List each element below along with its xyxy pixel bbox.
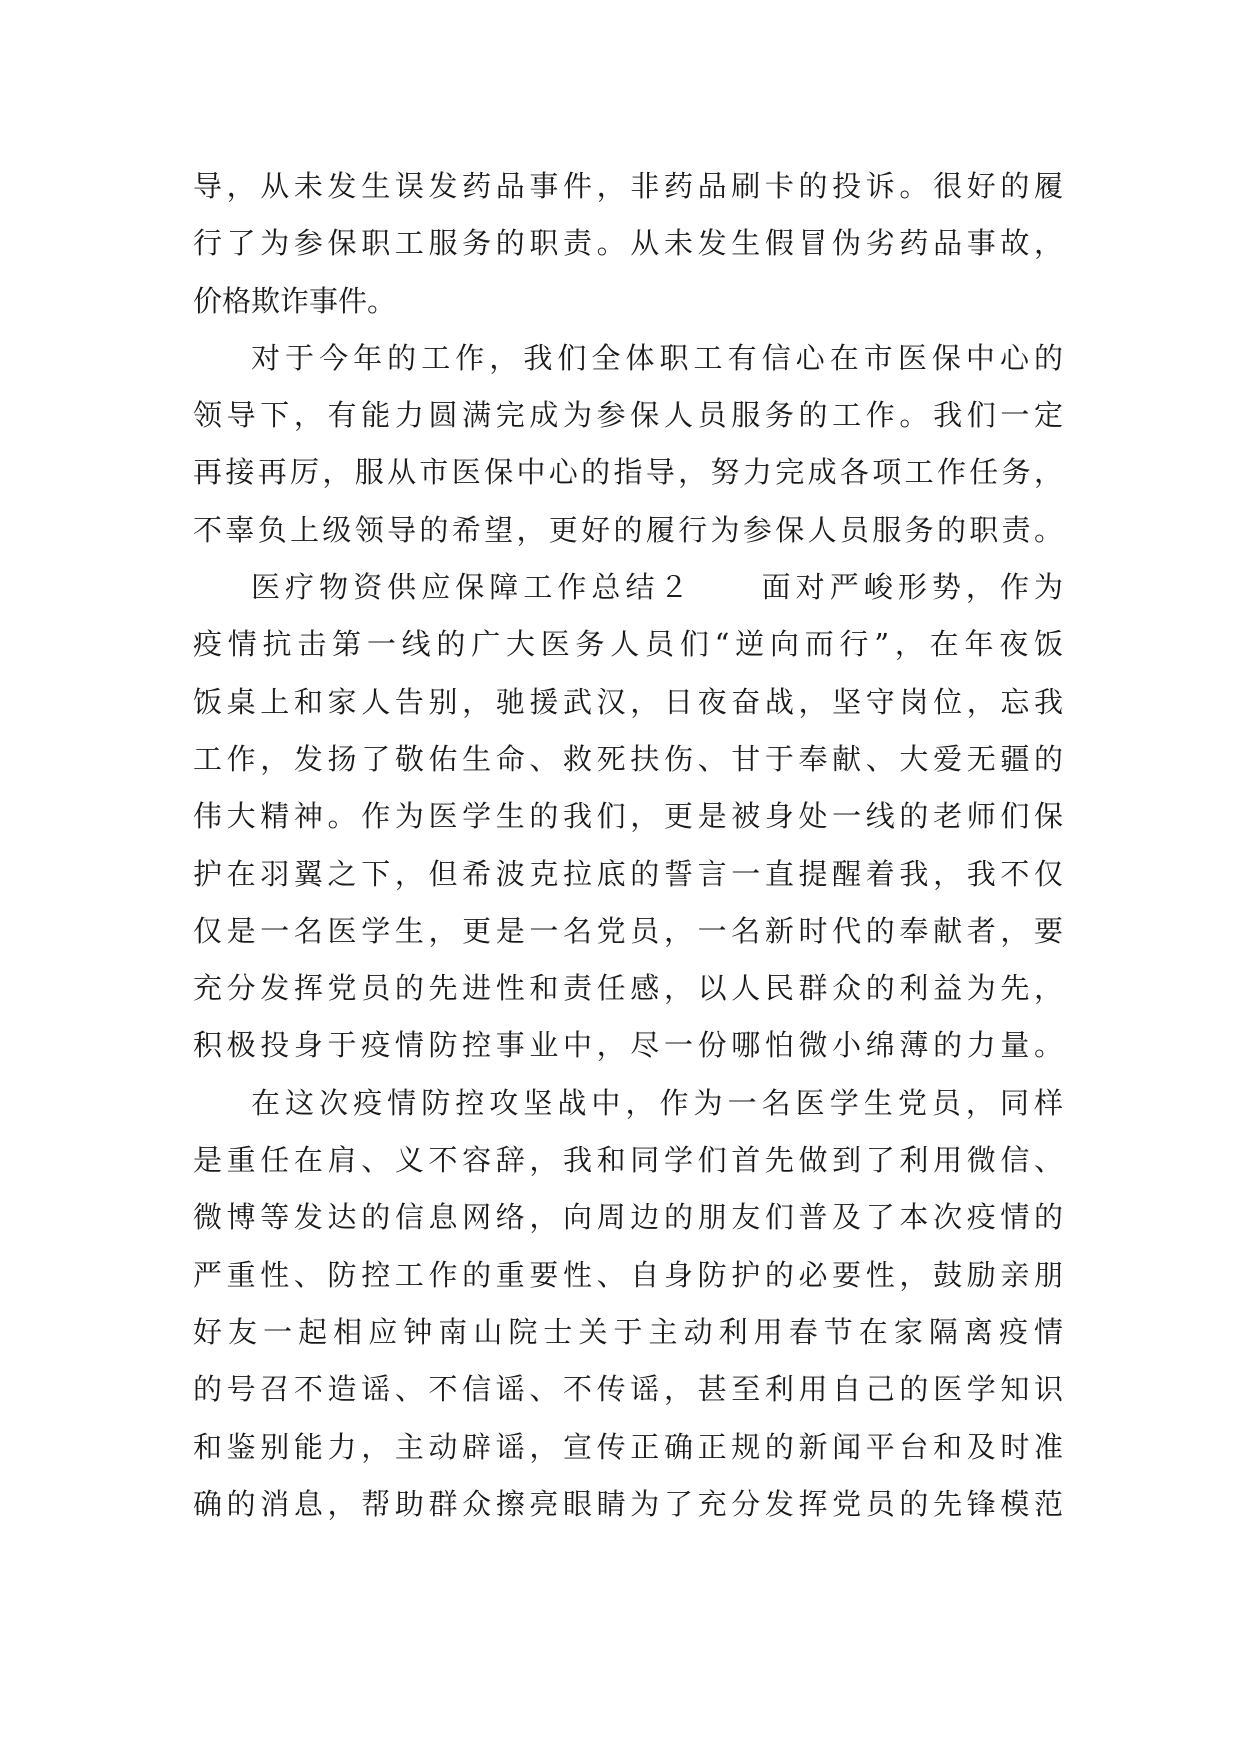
text-line: 和鉴别能力，主动辟谣，宣传正确正规的新闻平台和及时准 bbox=[193, 1429, 1063, 1464]
text-line: 伟大精神。作为医学生的我们，更是被身处一线的老师们保 bbox=[193, 799, 1063, 834]
text-line: 是重任在肩、义不容辞，我和同学们首先做到了利用微信、 bbox=[193, 1143, 1063, 1178]
text-line: 导，从未发生误发药品事件，非药品刷卡的投诉。很好的履 bbox=[193, 169, 1063, 203]
text-line: 工作，发扬了敬佑生命、救死扶伤、甘于奉献、大爱无疆的 bbox=[193, 741, 1063, 776]
text-line: 仅是一名医学生，更是一名党员，一名新时代的奉献者，要 bbox=[193, 913, 1063, 948]
text-line: 确的消息，帮助群众擦亮眼睛为了充分发挥党员的先锋模范 bbox=[193, 1486, 1063, 1521]
text-line: 再接再厉，服从市医保中心的指导，努力完成各项工作任务， bbox=[193, 455, 1063, 490]
text-line: 领导下，有能力圆满完成为参保人员服务的工作。我们一定 bbox=[193, 398, 1063, 433]
text-line: 饭桌上和家人告别，驰援武汉，日夜奋战，坚守岗位，忘我 bbox=[193, 684, 1063, 719]
text-line: 积极投身于疫情防控事业中，尽一份哪怕微小绵薄的力量。 bbox=[193, 1028, 1063, 1063]
text-line: 不辜负上级领导的希望，更好的履行为参保人员服务的职责。 bbox=[193, 512, 1063, 547]
text-line: 微博等发达的信息网络，向周边的朋友们普及了本次疫情的 bbox=[193, 1200, 1063, 1235]
text-line: 严重性、防控工作的重要性、自身防护的必要性，鼓励亲朋 bbox=[193, 1257, 1063, 1292]
document-body bbox=[193, 158, 1063, 1533]
text-line: 的号召不造谣、不信谣、不传谣，甚至利用自己的医学知识 bbox=[193, 1372, 1063, 1407]
text-line: 好友一起相应钟南山院士关于主动利用春节在家隔离疫情 bbox=[193, 1314, 1063, 1349]
text-line: 充分发挥党员的先进性和责任感，以人民群众的利益为先， bbox=[193, 971, 1063, 1006]
text-line: 行了为参保职工服务的职责。从未发生假冒伪劣药品事故， bbox=[193, 226, 1063, 261]
paragraph-first-line: 在这次疫情防控攻坚战中，作为一名医学生党员，同样 bbox=[251, 1085, 1063, 1120]
text-line: 疫情抗击第一线的广大医务人员们“逆向而行”，在年夜饭 bbox=[193, 627, 1063, 662]
text-line: 护在羽翼之下，但希波克拉底的誓言一直提醒着我，我不仅 bbox=[193, 856, 1063, 891]
paragraph-first-line: 对于今年的工作，我们全体职工有信心在市医保中心的 bbox=[251, 340, 1063, 375]
text-line: 价格欺诈事件。 bbox=[193, 283, 397, 318]
section-heading-line: 医疗物资供应保障工作总结２ 面对严峻形势，作为 bbox=[251, 570, 1063, 605]
